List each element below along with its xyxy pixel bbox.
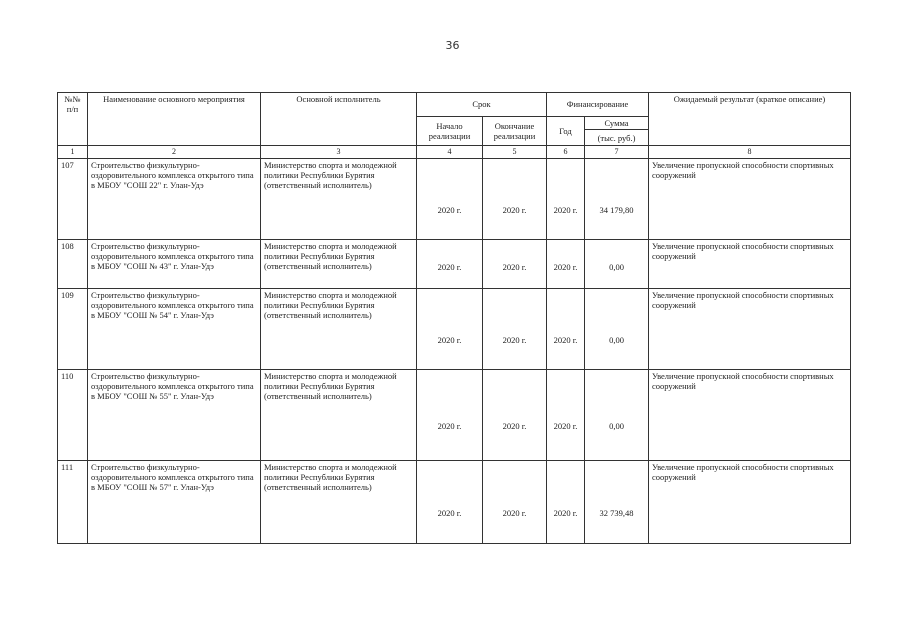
row-end: 2020 г.: [483, 370, 547, 461]
row-year: 2020 г.: [547, 461, 585, 544]
header-num: №№ п/п: [58, 93, 88, 146]
column-number: 8: [649, 146, 851, 159]
column-numbers-row: [58, 146, 851, 159]
row-num: 111: [58, 461, 88, 544]
column-number: 2: [88, 146, 261, 159]
table-row: [58, 240, 851, 289]
header-result: Ожидаемый результат (краткое описание): [649, 93, 851, 146]
row-end: 2020 г.: [483, 461, 547, 544]
row-num: 109: [58, 289, 88, 370]
row-year: 2020 г.: [547, 240, 585, 289]
row-name: Строительство физкультурно-оздоровительного комплекса открытого типа в МБОУ "СОШ № 43" г. Улан-Удэ: [88, 240, 261, 289]
row-num: 107: [58, 159, 88, 240]
column-number: 6: [547, 146, 585, 159]
row-start: 2020 г.: [417, 370, 483, 461]
column-number: 3: [261, 146, 417, 159]
header-sum: Сумма: [585, 117, 649, 130]
row-executor: Министерство спорта и молодежной политики Республики Бурятия (ответственный исполнитель): [261, 240, 417, 289]
table-row: [58, 289, 851, 370]
row-name: Строительство физкультурно-оздоровительного комплекса открытого типа в МБОУ "СОШ 22" г. Улан-Удэ: [88, 159, 261, 240]
row-name: Строительство физкультурно-оздоровительного комплекса открытого типа в МБОУ "СОШ № 55" г. Улан-Удэ: [88, 370, 261, 461]
activities-table: [57, 92, 851, 544]
row-sum: 0,00: [585, 240, 649, 289]
row-sum: 32 739,48: [585, 461, 649, 544]
header-name: Наименование основного мероприятия: [88, 93, 261, 146]
row-num: 108: [58, 240, 88, 289]
header-term-end: Окончание реализации: [483, 117, 547, 146]
column-number: 1: [58, 146, 88, 159]
header-executor: Основной исполнитель: [261, 93, 417, 146]
row-start: 2020 г.: [417, 461, 483, 544]
row-sum: 34 179,80: [585, 159, 649, 240]
row-name: Строительство физкультурно-оздоровительного комплекса открытого типа в МБОУ "СОШ № 57" г. Улан-Удэ: [88, 461, 261, 544]
row-start: 2020 г.: [417, 240, 483, 289]
row-name: Строительство физкультурно-оздоровительного комплекса открытого типа в МБОУ "СОШ № 54" г. Улан-Удэ: [88, 289, 261, 370]
row-year: 2020 г.: [547, 159, 585, 240]
row-end: 2020 г.: [483, 240, 547, 289]
row-executor: Министерство спорта и молодежной политики Республики Бурятия (ответственный исполнитель): [261, 461, 417, 544]
row-executor: Министерство спорта и молодежной политики Республики Бурятия (ответственный исполнитель): [261, 289, 417, 370]
header-term: Срок: [417, 93, 547, 117]
row-result: Увеличение пропускной способности спортивных сооружений: [649, 159, 851, 240]
row-executor: Министерство спорта и молодежной политики Республики Бурятия (ответственный исполнитель): [261, 370, 417, 461]
row-result: Увеличение пропускной способности спортивных сооружений: [649, 461, 851, 544]
column-number: 7: [585, 146, 649, 159]
row-result: Увеличение пропускной способности спортивных сооружений: [649, 240, 851, 289]
row-sum: 0,00: [585, 370, 649, 461]
header-year: Год: [547, 117, 585, 146]
column-number: 4: [417, 146, 483, 159]
page-number: 36: [445, 39, 460, 52]
row-start: 2020 г.: [417, 289, 483, 370]
row-result: Увеличение пропускной способности спортивных сооружений: [649, 289, 851, 370]
header-financing: Финансирование: [547, 93, 649, 117]
row-executor: Министерство спорта и молодежной политики Республики Бурятия (ответственный исполнитель): [261, 159, 417, 240]
table-row: [58, 159, 851, 240]
row-year: 2020 г.: [547, 289, 585, 370]
table-row: [58, 370, 851, 461]
column-number: 5: [483, 146, 547, 159]
row-start: 2020 г.: [417, 159, 483, 240]
row-sum: 0,00: [585, 289, 649, 370]
header-sum-unit: (тыс. руб.): [585, 130, 649, 146]
row-end: 2020 г.: [483, 159, 547, 240]
row-end: 2020 г.: [483, 289, 547, 370]
header-term-start: Начало реализации: [417, 117, 483, 146]
row-num: 110: [58, 370, 88, 461]
row-result: Увеличение пропускной способности спортивных сооружений: [649, 370, 851, 461]
row-year: 2020 г.: [547, 370, 585, 461]
table-row: [58, 461, 851, 544]
